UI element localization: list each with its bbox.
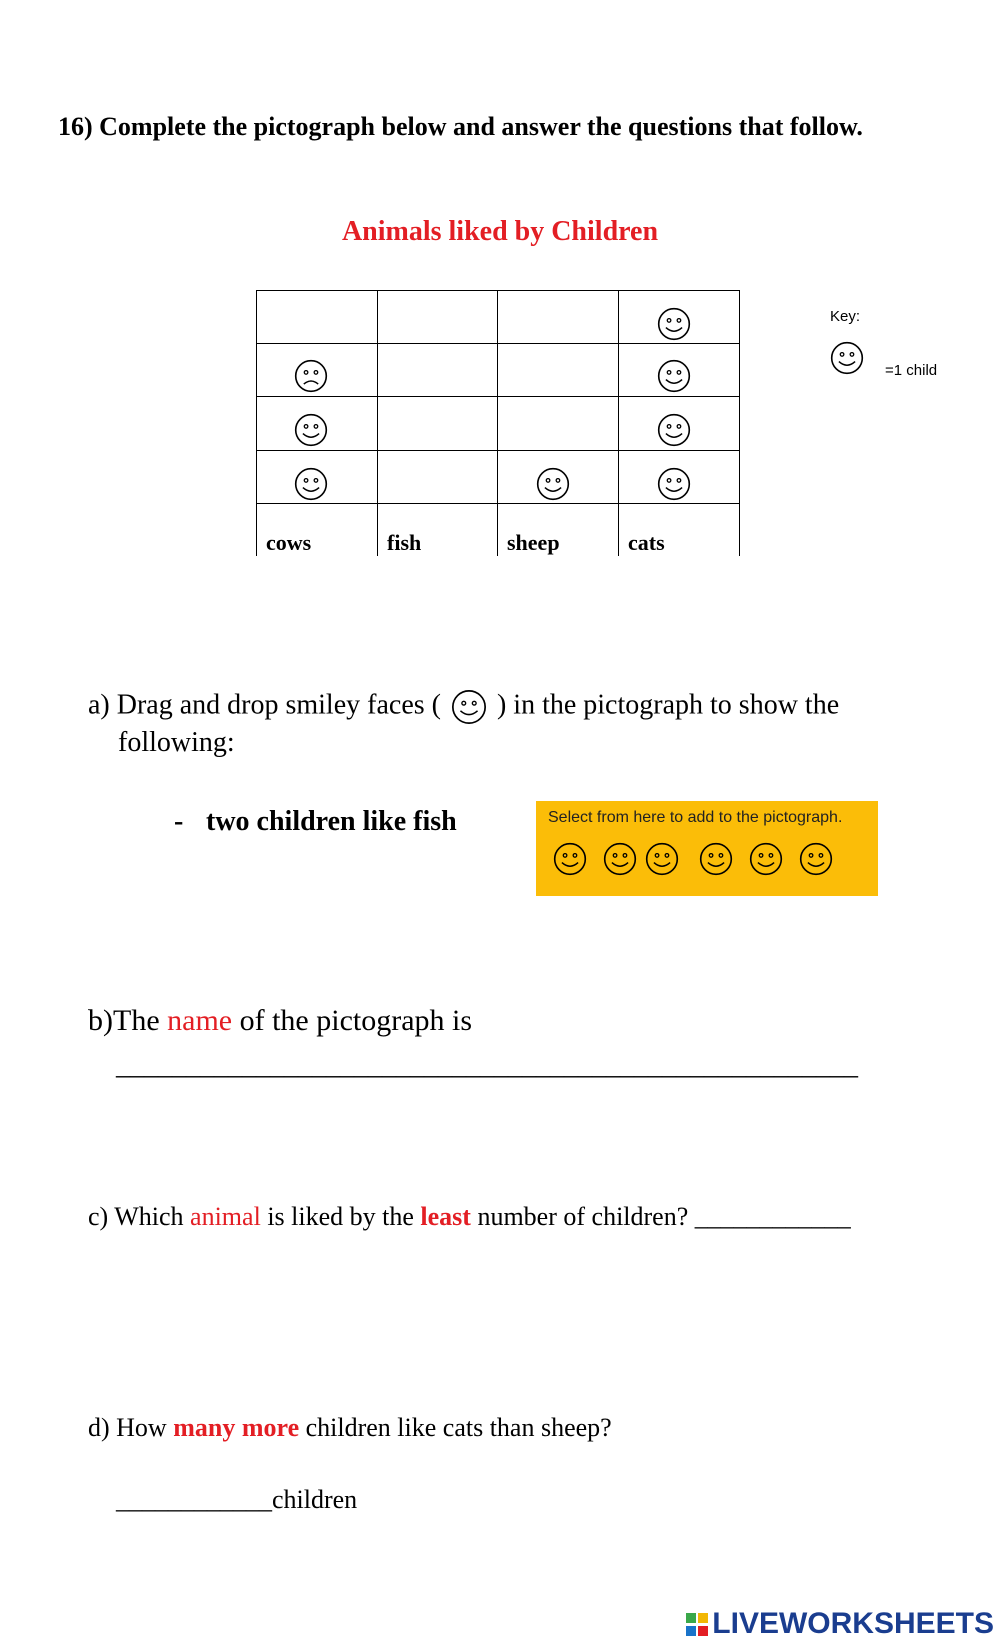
part-a-bullet-dash: -: [174, 806, 184, 837]
smiley-face-icon: [656, 412, 692, 448]
pictograph-title: Animals liked by Children: [341, 216, 659, 247]
draggable-smiley-icon[interactable]: [552, 841, 588, 877]
part-b-question: b)The name of the pictograph is: [88, 1004, 473, 1037]
part-c-question: c) Which animal is liked by the least number of children? ____________: [88, 1202, 851, 1231]
part-d-answer: [116, 1485, 357, 1515]
key-smiley-icon: [829, 340, 865, 376]
drop-cell-fish[interactable]: [378, 291, 497, 503]
smiley-tray: [536, 801, 878, 896]
part-a-suffix: ) in the pictograph to show the: [496, 689, 840, 721]
key-label: Key:: [830, 308, 861, 325]
part-d-question: d) How many more children like cats than sheep?: [88, 1413, 612, 1442]
draggable-smiley-icon[interactable]: [644, 841, 680, 877]
part-c-highlight-animal: animal: [190, 1202, 261, 1231]
inline-smiley-icon: [450, 688, 488, 726]
category-label-cats: cats: [628, 530, 665, 555]
draggable-smiley-icon[interactable]: [748, 841, 784, 877]
part-d-answer-field[interactable]: ____________: [116, 1485, 272, 1514]
smiley-face-icon: [656, 306, 692, 342]
part-b-highlight: name: [167, 1004, 233, 1037]
smiley-face-icon: [293, 412, 329, 448]
smiley-face-icon: [293, 466, 329, 502]
liveworksheets-logo: LIVEWORKSHEETS: [712, 1607, 994, 1641]
part-a-bullet-text: two children like fish: [206, 806, 457, 837]
question-title: 16) Complete the pictograph below and answer the questions that follow.: [58, 112, 863, 141]
liveworksheets-logo-icon: [686, 1613, 708, 1637]
part-c-highlight-least: least: [420, 1202, 471, 1231]
part-b-answer-field[interactable]: _____________________________________________________: [116, 1050, 858, 1081]
key-text: =1 child: [885, 362, 938, 379]
sad-face-icon: [293, 358, 329, 394]
category-label-sheep: sheep: [507, 530, 560, 555]
smiley-face-icon: [535, 466, 571, 502]
draggable-smiley-icon[interactable]: [602, 841, 638, 877]
part-c-answer-field[interactable]: number of children? ____________: [470, 1202, 851, 1231]
part-a-line1: [88, 688, 839, 726]
smiley-face-icon: [656, 466, 692, 502]
part-d-unit: children: [272, 1485, 358, 1514]
draggable-smiley-icon[interactable]: [698, 841, 734, 877]
tray-label: Select from here to add to the pictograph.: [548, 809, 843, 826]
part-d-highlight: many more: [173, 1413, 300, 1442]
category-label-fish: fish: [387, 530, 422, 555]
draggable-smiley-icon[interactable]: [798, 841, 834, 877]
category-label-cows: cows: [266, 530, 312, 555]
part-a-line2: following:: [118, 727, 235, 758]
part-a-prefix: a) Drag and drop smiley faces (: [88, 689, 441, 721]
smiley-face-icon: [656, 358, 692, 394]
